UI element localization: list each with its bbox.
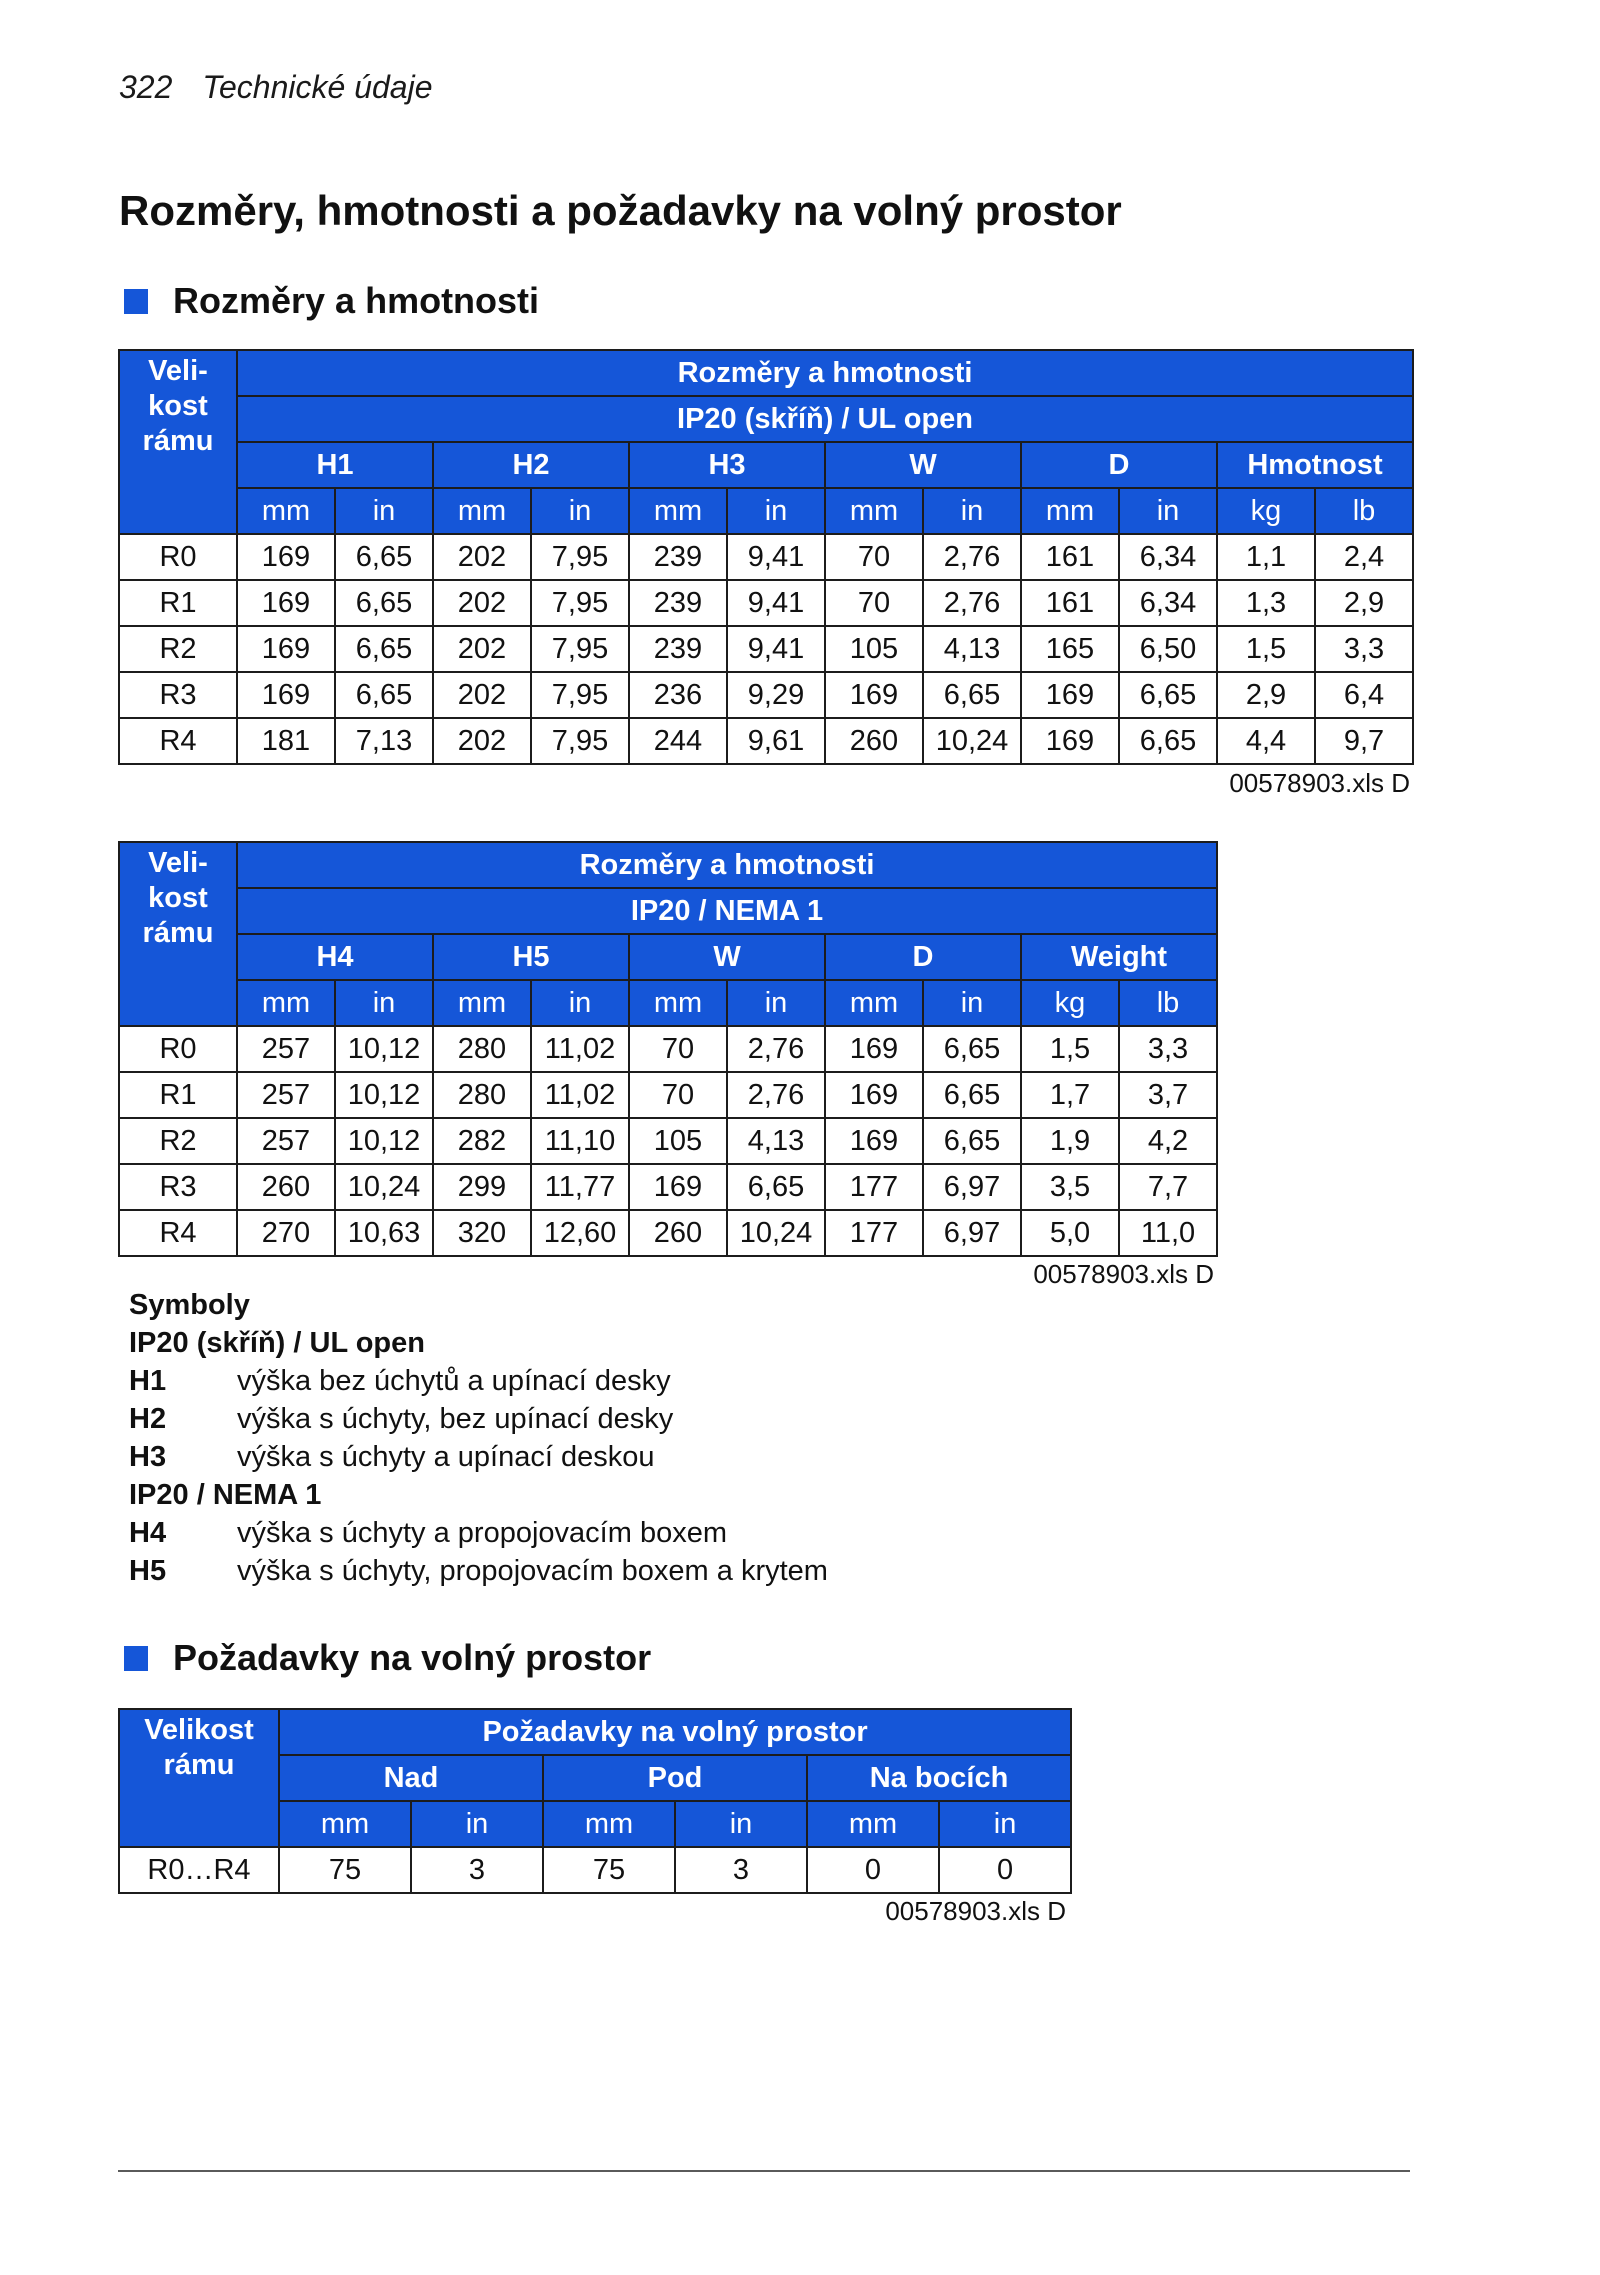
value-cell: 75: [279, 1847, 411, 1893]
column-group-header: Na bocích: [807, 1755, 1071, 1801]
value-cell: 7,95: [531, 534, 629, 580]
frame-size-cell: R4: [119, 1210, 237, 1256]
header-row: [119, 888, 1217, 934]
frame-size-cell: R2: [119, 1118, 237, 1164]
table-row: [119, 672, 1413, 718]
value-cell: 2,76: [727, 1026, 825, 1072]
value-cell: 280: [433, 1072, 531, 1118]
unit-header: in: [411, 1801, 543, 1847]
table-row: [119, 626, 1413, 672]
frame-size-header-line: Veli-: [148, 847, 208, 879]
value-cell: 2,9: [1217, 672, 1315, 718]
value-cell: 202: [433, 672, 531, 718]
value-cell: 6,65: [1119, 718, 1217, 764]
value-cell: 257: [237, 1026, 335, 1072]
value-cell: 202: [433, 718, 531, 764]
symbol-description: výška s úchyty, propojovacím boxem a krytem: [237, 1555, 828, 1587]
symbols-legend: [129, 1286, 828, 1590]
value-cell: 2,76: [727, 1072, 825, 1118]
value-cell: 7,95: [531, 672, 629, 718]
unit-header: mm: [1021, 488, 1119, 534]
value-cell: 169: [237, 626, 335, 672]
value-cell: 70: [629, 1026, 727, 1072]
value-cell: 202: [433, 626, 531, 672]
value-cell: 239: [629, 534, 727, 580]
symbols-group-heading: IP20 (skříň) / UL open: [129, 1327, 425, 1359]
frame-size-cell: R0: [119, 534, 237, 580]
symbol-description: výška s úchyty a upínací deskou: [237, 1441, 655, 1473]
section-bullet-square-icon: [124, 289, 148, 314]
data-table: [118, 841, 1218, 1257]
column-group-header: H2: [433, 442, 629, 488]
value-cell: 202: [433, 534, 531, 580]
value-cell: 1,9: [1021, 1118, 1119, 1164]
value-cell: 9,41: [727, 626, 825, 672]
value-cell: 3,5: [1021, 1164, 1119, 1210]
unit-header: in: [939, 1801, 1071, 1847]
value-cell: 169: [825, 1072, 923, 1118]
value-cell: 239: [629, 626, 727, 672]
symbol-entry: [129, 1400, 828, 1438]
frame-size-header-line: Veli-: [148, 355, 208, 387]
value-cell: 202: [433, 580, 531, 626]
value-cell: 165: [1021, 626, 1119, 672]
value-cell: 10,24: [727, 1210, 825, 1256]
table-row: [119, 1118, 1217, 1164]
table-row: [119, 1210, 1217, 1256]
value-cell: 6,50: [1119, 626, 1217, 672]
value-cell: 12,60: [531, 1210, 629, 1256]
header-row: [119, 842, 1217, 888]
data-table: [118, 1708, 1072, 1894]
value-cell: 70: [825, 580, 923, 626]
value-cell: 0: [807, 1847, 939, 1893]
value-cell: 169: [825, 1118, 923, 1164]
table-row: [119, 1026, 1217, 1072]
value-cell: 1,5: [1021, 1026, 1119, 1072]
frame-size-cell: R2: [119, 626, 237, 672]
value-cell: 2,4: [1315, 534, 1413, 580]
value-cell: 169: [825, 1026, 923, 1072]
frame-size-header-line: kost: [148, 390, 208, 422]
column-group-header: H4: [237, 934, 433, 980]
value-cell: 10,24: [923, 718, 1021, 764]
unit-header: in: [923, 488, 1021, 534]
table-row: [119, 1847, 1071, 1893]
running-head-title: Technické údaje: [202, 69, 433, 105]
table-source-note: 00578903.xls D: [1033, 1259, 1214, 1289]
value-cell: 260: [237, 1164, 335, 1210]
running-head: [119, 68, 432, 106]
value-cell: 4,13: [727, 1118, 825, 1164]
value-cell: 6,97: [923, 1164, 1021, 1210]
value-cell: 1,5: [1217, 626, 1315, 672]
value-cell: 3: [411, 1847, 543, 1893]
value-cell: 70: [825, 534, 923, 580]
symbol-entry: [129, 1514, 828, 1552]
value-cell: 3,3: [1119, 1026, 1217, 1072]
value-cell: 7,95: [531, 580, 629, 626]
frame-size-header: [119, 1709, 279, 1847]
frame-size-cell: R4: [119, 718, 237, 764]
frame-size-header: [119, 350, 237, 534]
symbol-description: výška s úchyty, bez upínací desky: [237, 1403, 674, 1435]
value-cell: 7,13: [335, 718, 433, 764]
section-bullet-square-icon: [124, 1646, 148, 1671]
section-heading-dimensions: [124, 281, 539, 321]
table-row: [119, 718, 1413, 764]
value-cell: 105: [825, 626, 923, 672]
free-space-table: [118, 1708, 1072, 1894]
value-cell: 161: [1021, 534, 1119, 580]
unit-header: in: [531, 980, 629, 1026]
unit-header: mm: [629, 488, 727, 534]
value-cell: 169: [237, 672, 335, 718]
unit-header: mm: [629, 980, 727, 1026]
unit-header: in: [531, 488, 629, 534]
unit-header: mm: [543, 1801, 675, 1847]
value-cell: 9,41: [727, 534, 825, 580]
value-cell: 169: [237, 534, 335, 580]
table-caption: Požadavky na volný prostor: [279, 1709, 1071, 1755]
table-subcaption: IP20 / NEMA 1: [237, 888, 1217, 934]
value-cell: 11,02: [531, 1026, 629, 1072]
value-cell: 0: [939, 1847, 1071, 1893]
value-cell: 7,95: [531, 718, 629, 764]
value-cell: 244: [629, 718, 727, 764]
data-table: [118, 349, 1414, 765]
value-cell: 280: [433, 1026, 531, 1072]
value-cell: 4,4: [1217, 718, 1315, 764]
value-cell: 9,29: [727, 672, 825, 718]
value-cell: 236: [629, 672, 727, 718]
value-cell: 9,61: [727, 718, 825, 764]
unit-header: in: [1119, 488, 1217, 534]
value-cell: 4,13: [923, 626, 1021, 672]
frame-size-cell: R3: [119, 672, 237, 718]
units-row: [119, 488, 1413, 534]
value-cell: 10,63: [335, 1210, 433, 1256]
unit-header: kg: [1021, 980, 1119, 1026]
frame-size-cell: R3: [119, 1164, 237, 1210]
value-cell: 6,97: [923, 1210, 1021, 1256]
value-cell: 2,76: [923, 534, 1021, 580]
page-title: Rozměry, hmotnosti a požadavky na volný prostor: [119, 187, 1122, 234]
frame-size-header-line: rámu: [142, 917, 214, 949]
section-heading-free-space: [124, 1638, 651, 1678]
column-group-header: D: [825, 934, 1021, 980]
table-row: [119, 1072, 1217, 1118]
unit-header: mm: [237, 980, 335, 1026]
symbol-key: H3: [129, 1441, 167, 1473]
symbol-key: H2: [129, 1403, 167, 1435]
table-subcaption: IP20 (skříň) / UL open: [237, 396, 1413, 442]
section-heading-text: Rozměry a hmotnosti: [173, 280, 540, 321]
value-cell: 4,2: [1119, 1118, 1217, 1164]
symbol-key: H1: [129, 1365, 167, 1397]
value-cell: 5,0: [1021, 1210, 1119, 1256]
frame-size-header-line: kost: [148, 882, 208, 914]
frame-size-cell: R0…R4: [119, 1847, 279, 1893]
unit-header: in: [727, 488, 825, 534]
value-cell: 6,65: [923, 1026, 1021, 1072]
value-cell: 299: [433, 1164, 531, 1210]
table-row: [119, 580, 1413, 626]
value-cell: 260: [825, 718, 923, 764]
value-cell: 75: [543, 1847, 675, 1893]
value-cell: 7,95: [531, 626, 629, 672]
value-cell: 1,7: [1021, 1072, 1119, 1118]
value-cell: 3,7: [1119, 1072, 1217, 1118]
value-cell: 3,3: [1315, 626, 1413, 672]
section-heading-text: Požadavky na volný prostor: [173, 1637, 652, 1678]
value-cell: 6,65: [923, 672, 1021, 718]
value-cell: 169: [825, 672, 923, 718]
dimensions-table-ul-open: [118, 349, 1414, 765]
unit-header: mm: [279, 1801, 411, 1847]
value-cell: 282: [433, 1118, 531, 1164]
value-cell: 6,4: [1315, 672, 1413, 718]
value-cell: 2,9: [1315, 580, 1413, 626]
unit-header: in: [923, 980, 1021, 1026]
value-cell: 6,65: [923, 1072, 1021, 1118]
table-row: [119, 1164, 1217, 1210]
value-cell: 239: [629, 580, 727, 626]
value-cell: 11,02: [531, 1072, 629, 1118]
symbol-description: výška bez úchytů a upínací desky: [237, 1365, 671, 1397]
unit-header: in: [335, 488, 433, 534]
column-group-header: H3: [629, 442, 825, 488]
value-cell: 6,65: [923, 1118, 1021, 1164]
value-cell: 257: [237, 1072, 335, 1118]
unit-header: kg: [1217, 488, 1315, 534]
value-cell: 161: [1021, 580, 1119, 626]
value-cell: 257: [237, 1118, 335, 1164]
value-cell: 6,65: [335, 672, 433, 718]
frame-size-header: [119, 842, 237, 1026]
value-cell: 1,1: [1217, 534, 1315, 580]
value-cell: 169: [1021, 672, 1119, 718]
header-row: [119, 350, 1413, 396]
column-group-header: D: [1021, 442, 1217, 488]
value-cell: 6,65: [335, 626, 433, 672]
value-cell: 177: [825, 1164, 923, 1210]
column-group-header: W: [629, 934, 825, 980]
table-caption: Rozměry a hmotnosti: [237, 842, 1217, 888]
value-cell: 6,65: [335, 580, 433, 626]
unit-header: lb: [1315, 488, 1413, 534]
footer-rule: [118, 2170, 1410, 2172]
dimensions-table-nema1: [118, 841, 1218, 1257]
value-cell: 11,0: [1119, 1210, 1217, 1256]
column-group-header: H1: [237, 442, 433, 488]
value-cell: 6,65: [727, 1164, 825, 1210]
value-cell: 6,34: [1119, 580, 1217, 626]
value-cell: 10,12: [335, 1072, 433, 1118]
value-cell: 169: [1021, 718, 1119, 764]
column-group-header: Pod: [543, 1755, 807, 1801]
frame-size-cell: R1: [119, 1072, 237, 1118]
value-cell: 2,76: [923, 580, 1021, 626]
column-group-header: H5: [433, 934, 629, 980]
value-cell: 169: [237, 580, 335, 626]
header-row: [119, 1709, 1071, 1755]
unit-header: mm: [237, 488, 335, 534]
unit-header: mm: [825, 488, 923, 534]
value-cell: 7,7: [1119, 1164, 1217, 1210]
symbol-entry: [129, 1438, 828, 1476]
frame-size-cell: R0: [119, 1026, 237, 1072]
value-cell: 10,12: [335, 1026, 433, 1072]
page-number: 322: [119, 69, 173, 105]
unit-header: mm: [807, 1801, 939, 1847]
column-group-header: Hmotnost: [1217, 442, 1413, 488]
value-cell: 270: [237, 1210, 335, 1256]
value-cell: 9,7: [1315, 718, 1413, 764]
symbols-title: Symboly: [129, 1289, 250, 1321]
value-cell: 1,3: [1217, 580, 1315, 626]
table-row: [119, 534, 1413, 580]
symbol-description: výška s úchyty a propojovacím boxem: [237, 1517, 727, 1549]
value-cell: 177: [825, 1210, 923, 1256]
column-group-header: W: [825, 442, 1021, 488]
units-row: [119, 980, 1217, 1026]
header-row: [119, 396, 1413, 442]
value-cell: 6,65: [335, 534, 433, 580]
value-cell: 9,41: [727, 580, 825, 626]
unit-header: in: [727, 980, 825, 1026]
value-cell: 260: [629, 1210, 727, 1256]
value-cell: 181: [237, 718, 335, 764]
value-cell: 11,10: [531, 1118, 629, 1164]
frame-size-header-line: rámu: [163, 1749, 235, 1781]
unit-header: lb: [1119, 980, 1217, 1026]
column-group-header: Nad: [279, 1755, 543, 1801]
header-row: [119, 442, 1413, 488]
symbol-entry: [129, 1552, 828, 1590]
value-cell: 10,12: [335, 1118, 433, 1164]
symbol-key: H4: [129, 1517, 167, 1549]
frame-size-cell: R1: [119, 580, 237, 626]
value-cell: 105: [629, 1118, 727, 1164]
value-cell: 320: [433, 1210, 531, 1256]
value-cell: 10,24: [335, 1164, 433, 1210]
value-cell: 6,34: [1119, 534, 1217, 580]
unit-header: mm: [825, 980, 923, 1026]
unit-header: mm: [433, 488, 531, 534]
value-cell: 169: [629, 1164, 727, 1210]
value-cell: 70: [629, 1072, 727, 1118]
table-source-note: 00578903.xls D: [885, 1896, 1066, 1926]
unit-header: in: [675, 1801, 807, 1847]
frame-size-header-line: Velikost: [144, 1714, 254, 1746]
symbols-group-heading: IP20 / NEMA 1: [129, 1479, 322, 1511]
value-cell: 11,77: [531, 1164, 629, 1210]
value-cell: 3: [675, 1847, 807, 1893]
table-caption: Rozměry a hmotnosti: [237, 350, 1413, 396]
unit-header: mm: [433, 980, 531, 1026]
frame-size-header-line: rámu: [142, 425, 214, 457]
table-source-note: 00578903.xls D: [1229, 768, 1410, 798]
symbol-key: H5: [129, 1555, 167, 1587]
symbol-entry: [129, 1362, 828, 1400]
column-group-header: Weight: [1021, 934, 1217, 980]
value-cell: 6,65: [1119, 672, 1217, 718]
unit-header: in: [335, 980, 433, 1026]
header-row: [119, 934, 1217, 980]
